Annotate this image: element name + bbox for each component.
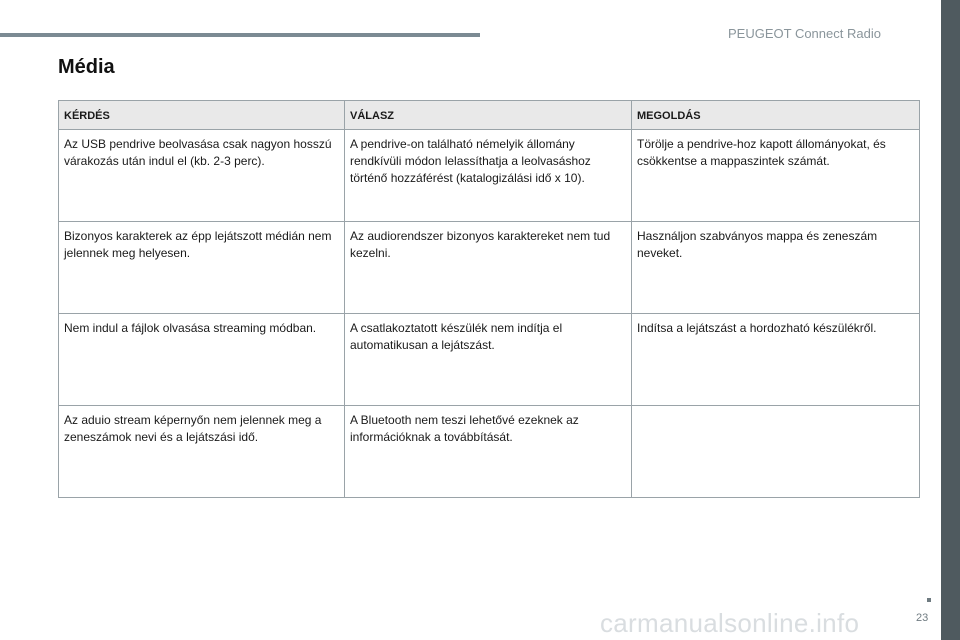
- table-header-row: [59, 101, 920, 130]
- question-cell: Nem indul a fájlok olvasása streaming módban.: [59, 314, 345, 406]
- table-row: [59, 222, 920, 314]
- solution-cell: Használjon szabványos mappa és zeneszám neveket.: [632, 222, 920, 314]
- answer-cell: Az audiorendszer bizonyos karaktereket nem tud kezelni.: [345, 222, 632, 314]
- page-marker-dot: [927, 598, 931, 602]
- question-cell: Az aduio stream képernyőn nem jelennek meg a zeneszámok nevi és a lejátszási idő.: [59, 406, 345, 498]
- question-cell: Az USB pendrive beolvasása csak nagyon hosszú várakozás után indul el (kb. 2-3 perc).: [59, 130, 345, 222]
- table-row: [59, 406, 920, 498]
- page-title: Média: [58, 56, 115, 78]
- column-header-answer: VÁLASZ: [345, 101, 632, 130]
- answer-cell: A csatlakoztatott készülék nem indítja el automatikusan a lejátszást.: [345, 314, 632, 406]
- watermark: carmanualsonline.info: [600, 608, 860, 638]
- page-number: 23: [916, 612, 929, 624]
- header-brand: PEUGEOT Connect Radio: [728, 26, 881, 41]
- right-edge-stripe: [941, 0, 960, 640]
- solution-cell: Törölje a pendrive-hoz kapott állományokat, és csökkentse a mappaszintek számát.: [632, 130, 920, 222]
- column-header-solution: MEGOLDÁS: [632, 101, 920, 130]
- answer-cell: A Bluetooth nem teszi lehetővé ezeknek az információknak a továbbítását.: [345, 406, 632, 498]
- solution-cell: Indítsa a lejátszást a hordozható készülékről.: [632, 314, 920, 406]
- solution-cell: [632, 406, 920, 498]
- column-header-question: KÉRDÉS: [59, 101, 345, 130]
- table-row: [59, 314, 920, 406]
- troubleshooting-table: [58, 100, 920, 498]
- top-accent-bar: [0, 33, 480, 37]
- table-row: [59, 130, 920, 222]
- answer-cell: A pendrive-on található némelyik állomány rendkívüli módon lelassíthatja a leolvasáshoz történő hozzáférést (katalogizálási idő x 10).: [345, 130, 632, 222]
- question-cell: Bizonyos karakterek az épp lejátszott médián nem jelennek meg helyesen.: [59, 222, 345, 314]
